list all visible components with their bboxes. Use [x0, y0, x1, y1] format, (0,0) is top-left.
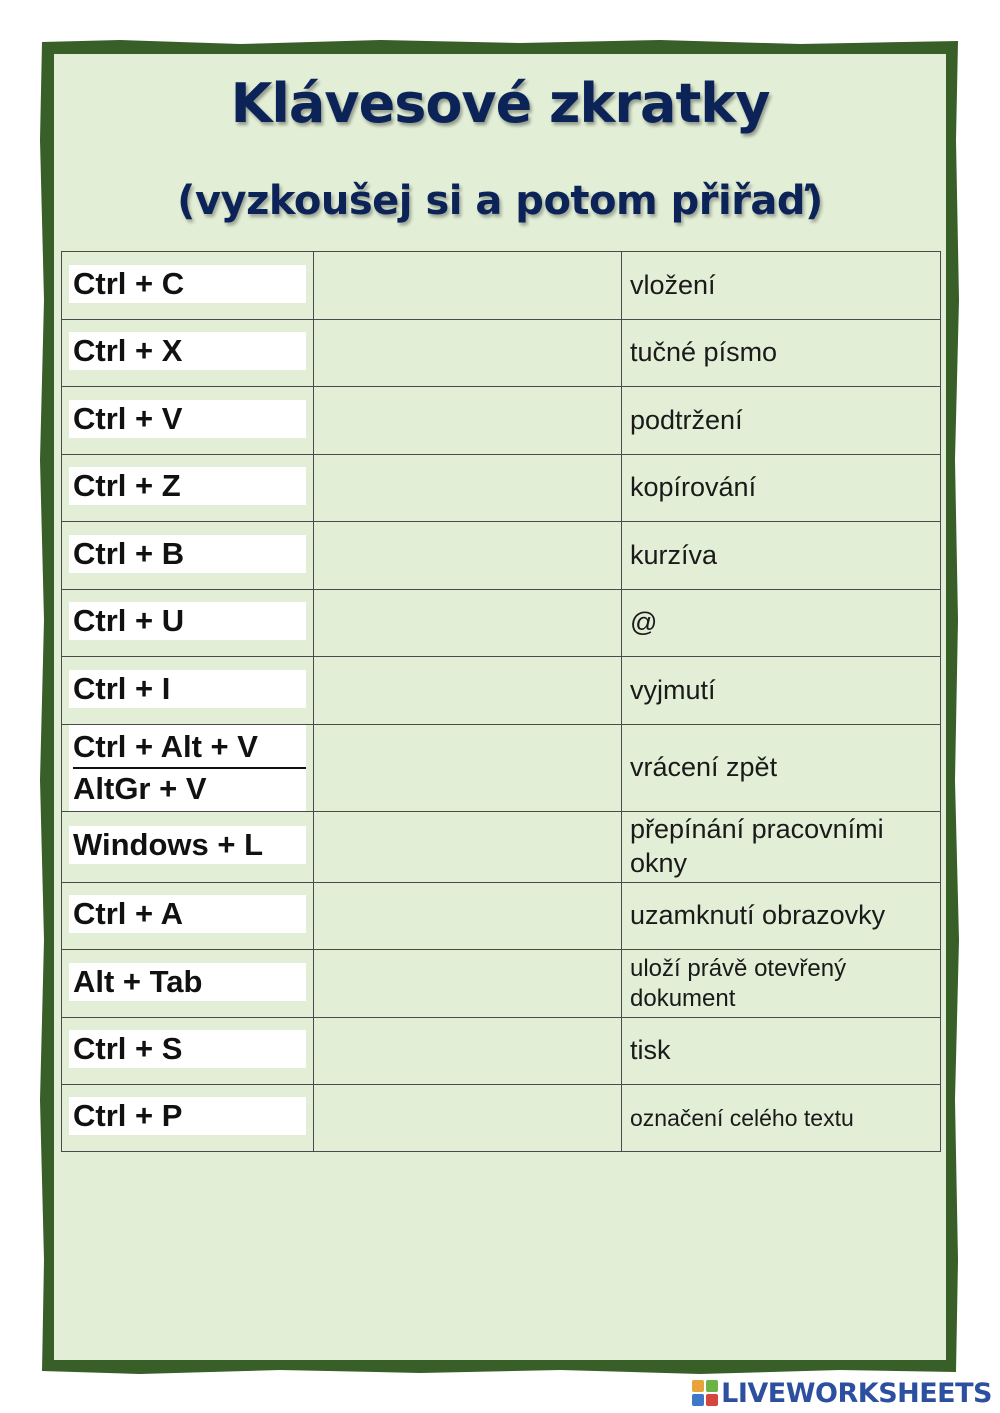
answer-drop-zone[interactable] [314, 522, 622, 590]
meaning-text: uloží právě otevřený dokument [630, 954, 847, 1012]
shortcut-cell [62, 883, 314, 950]
meaning-text: označení celého textu [630, 1104, 854, 1131]
shortcut-key-line: Ctrl + Alt + V [73, 727, 306, 769]
shortcut-cell [62, 950, 314, 1018]
meaning-cell [622, 950, 941, 1018]
shortcut-key[interactable]: Ctrl + P [69, 1097, 306, 1135]
meaning-text: kopírování [630, 472, 757, 503]
answer-drop-zone[interactable] [314, 725, 622, 812]
table-row [62, 725, 941, 812]
liveworksheets-logo[interactable] [692, 1376, 992, 1410]
meaning-cell [622, 387, 941, 455]
shortcut-cell [62, 455, 314, 522]
meaning-text: uzamknutí obrazovky [630, 900, 886, 931]
shortcut-key[interactable]: Ctrl + U [69, 602, 306, 640]
shortcut-cell [62, 1018, 314, 1085]
meaning-text: @ [630, 607, 658, 638]
meaning-cell [622, 812, 941, 883]
table-row [62, 320, 941, 387]
table-row [62, 455, 941, 522]
answer-drop-zone[interactable] [314, 883, 622, 950]
shortcut-cell [62, 252, 314, 320]
shortcut-cell [62, 387, 314, 455]
answer-drop-zone[interactable] [314, 252, 622, 320]
shortcuts-table [61, 251, 941, 1152]
shortcut-key[interactable]: Ctrl + V [69, 400, 306, 438]
answer-drop-zone[interactable] [314, 320, 622, 387]
shortcut-cell [62, 725, 314, 812]
page-title: Klávesové zkratky [230, 72, 770, 135]
meaning-text: podtržení [630, 404, 743, 435]
meaning-text: vložení [630, 269, 716, 300]
shortcut-cell [62, 657, 314, 725]
shortcut-key[interactable]: Ctrl + B [69, 535, 306, 573]
meaning-cell [622, 1018, 941, 1085]
shortcut-key[interactable]: Ctrl + C [69, 265, 306, 303]
meaning-text: vyjmutí [630, 674, 716, 705]
meaning-cell [622, 455, 941, 522]
meaning-text: kurzíva [630, 539, 718, 570]
answer-drop-zone[interactable] [314, 387, 622, 455]
shortcut-key[interactable]: Ctrl + Z [69, 467, 306, 505]
shortcut-key[interactable]: Ctrl + I [69, 670, 306, 708]
brand-text: LIVEWORKSHEETS [721, 1377, 992, 1409]
answer-drop-zone[interactable] [314, 455, 622, 522]
meaning-cell [622, 725, 941, 812]
shortcut-cell [62, 812, 314, 883]
answer-drop-zone[interactable] [314, 1085, 622, 1152]
answer-drop-zone[interactable] [314, 950, 622, 1018]
meaning-text: tučné písmo [630, 337, 778, 368]
table-row [62, 1018, 941, 1085]
table-row [62, 657, 941, 725]
answer-drop-zone[interactable] [314, 657, 622, 725]
shortcut-key-line: AltGr + V [73, 771, 207, 806]
meaning-cell [622, 522, 941, 590]
meaning-text: vrácení zpět [630, 752, 778, 783]
table-row [62, 252, 941, 320]
shortcut-key[interactable]: Ctrl + A [69, 895, 306, 933]
shortcut-cell [62, 1085, 314, 1152]
liveworksheets-icon [692, 1380, 718, 1406]
meaning-text: přepínání pracovními okny [630, 814, 884, 878]
shortcut-key[interactable]: Windows + L [69, 826, 306, 864]
table-row [62, 590, 941, 657]
shortcut-cell [62, 320, 314, 387]
table-row [62, 812, 941, 883]
answer-drop-zone[interactable] [314, 590, 622, 657]
table-row [62, 950, 941, 1018]
table-row [62, 1085, 941, 1152]
meaning-text: tisk [630, 1035, 671, 1066]
meaning-cell [622, 883, 941, 950]
shortcut-cell [62, 522, 314, 590]
shortcut-key[interactable]: Ctrl + S [69, 1030, 306, 1068]
shortcut-cell [62, 590, 314, 657]
table-row [62, 522, 941, 590]
table-row [62, 883, 941, 950]
meaning-cell [622, 320, 941, 387]
meaning-cell [622, 657, 941, 725]
meaning-cell [622, 1085, 941, 1152]
page-subtitle: (vyzkoušej si a potom přiřaď) [177, 178, 823, 224]
shortcut-key[interactable]: Ctrl + X [69, 332, 306, 370]
meaning-cell [622, 252, 941, 320]
answer-drop-zone[interactable] [314, 812, 622, 883]
shortcut-key[interactable]: Alt + Tab [69, 963, 306, 1001]
shortcut-key[interactable] [69, 725, 306, 811]
table-row [62, 387, 941, 455]
meaning-cell [622, 590, 941, 657]
answer-drop-zone[interactable] [314, 1018, 622, 1085]
